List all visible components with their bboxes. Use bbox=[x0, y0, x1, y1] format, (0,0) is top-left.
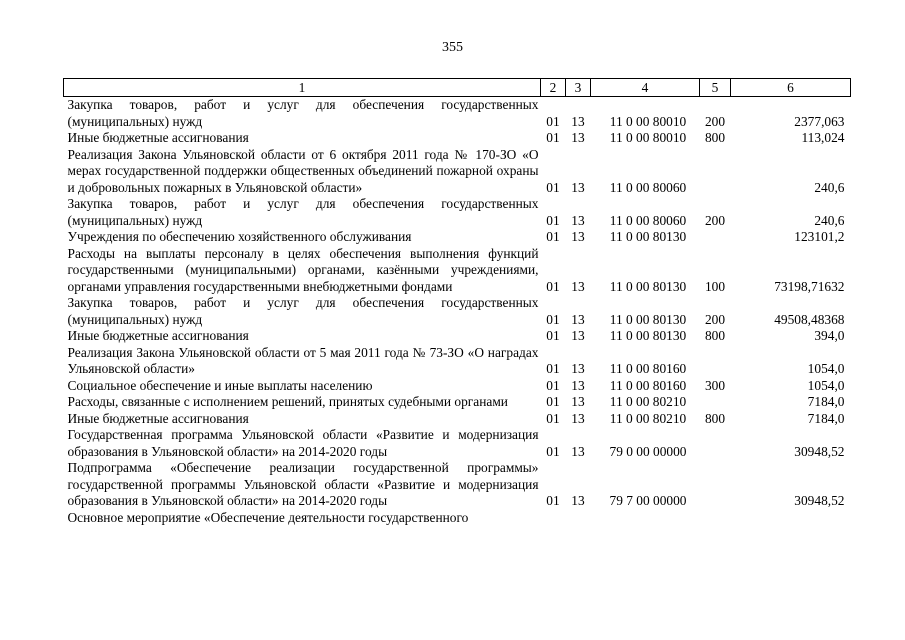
table-row bbox=[64, 130, 851, 147]
row-name-cell: Расходы, связанные с исполнением решений, принятых судебными органами bbox=[67, 394, 508, 409]
table-row bbox=[64, 246, 851, 296]
row-expense-type-cell bbox=[700, 345, 731, 378]
row-expense-type-cell: 200 bbox=[704, 212, 726, 228]
row-section-cell: 01 bbox=[546, 113, 560, 129]
row-expense-type-cell bbox=[700, 460, 731, 510]
row-amount-cell: 30948,52 bbox=[794, 443, 845, 459]
table-row bbox=[64, 196, 851, 229]
row-section-cell: 01 bbox=[546, 212, 560, 228]
row-amount-cell: 2377,063 bbox=[794, 113, 845, 129]
row-expense-type-cell bbox=[700, 147, 731, 197]
row-name-cell: Реализация Закона Ульяновской области от 5 мая 2011 года № 73-ЗО «О наградах Ульяновской области» bbox=[67, 344, 539, 376]
row-subsection-cell: 13 bbox=[571, 278, 585, 294]
row-section-cell: 01 bbox=[546, 493, 560, 508]
table-row bbox=[64, 378, 851, 395]
row-expense-type-cell: 800 bbox=[704, 410, 726, 426]
row-name-cell: Основное мероприятие «Обеспечение деятельности государственного bbox=[67, 509, 469, 525]
table-row bbox=[64, 295, 851, 328]
row-subsection-cell: 13 bbox=[571, 229, 585, 244]
row-subsection-cell bbox=[566, 510, 591, 527]
row-amount-cell: 394,0 bbox=[814, 328, 845, 343]
row-subsection-cell: 13 bbox=[571, 179, 585, 195]
table-row bbox=[64, 394, 851, 411]
row-expense-type-cell: 300 bbox=[704, 377, 726, 393]
row-expense-type-cell bbox=[700, 510, 731, 527]
row-target-article-cell: 11 0 00 80130 bbox=[609, 328, 687, 343]
column-header-subsection: 3 bbox=[566, 79, 591, 97]
row-target-article-cell: 79 7 00 00000 bbox=[609, 493, 687, 508]
row-section-cell: 01 bbox=[546, 377, 560, 393]
table-row bbox=[64, 147, 851, 197]
row-subsection-cell: 13 bbox=[571, 493, 585, 508]
row-target-article-cell: 11 0 00 80060 bbox=[609, 212, 687, 228]
row-amount-cell: 240,6 bbox=[814, 179, 845, 195]
table-row bbox=[64, 229, 851, 246]
column-header-section: 2 bbox=[541, 79, 566, 97]
row-target-article-cell: 11 0 00 80130 bbox=[609, 278, 687, 294]
row-amount-cell: 113,024 bbox=[801, 130, 845, 145]
row-subsection-cell: 13 bbox=[571, 443, 585, 459]
row-subsection-cell: 13 bbox=[571, 410, 585, 426]
row-section-cell: 01 bbox=[546, 278, 560, 294]
table-row bbox=[64, 411, 851, 428]
table-row bbox=[64, 328, 851, 345]
table-row bbox=[64, 460, 851, 510]
row-expense-type-cell: 100 bbox=[704, 278, 726, 294]
table-row bbox=[64, 427, 851, 460]
page-number: 355 bbox=[442, 40, 463, 55]
row-section-cell: 01 bbox=[546, 328, 560, 343]
row-name-cell: Подпрограмма «Обеспечение реализации государственной программы» государственной программы Ульяновской области «Развитие и модернизация образования в Ульяновской области» на 2014-2020 годы bbox=[67, 460, 539, 508]
row-section-cell: 01 bbox=[546, 130, 560, 145]
row-name-cell: Иные бюджетные ассигнования bbox=[67, 130, 249, 145]
row-subsection-cell: 13 bbox=[571, 361, 585, 376]
row-amount-cell: 73198,71632 bbox=[774, 278, 845, 294]
row-subsection-cell: 13 bbox=[571, 212, 585, 228]
column-header-expense-type: 5 bbox=[700, 79, 731, 97]
row-name-cell: Учреждения по обеспечению хозяйственного обслуживания bbox=[67, 229, 412, 244]
row-amount-cell: 30948,52 bbox=[794, 493, 845, 508]
row-subsection-cell: 13 bbox=[571, 130, 585, 145]
row-amount-cell: 1054,0 bbox=[807, 361, 845, 376]
row-target-article-cell: 11 0 00 80060 bbox=[609, 179, 687, 195]
row-name-cell: Закупка товаров, работ и услуг для обеспечения государственных (муниципальных) нужд bbox=[67, 196, 539, 228]
row-amount-cell: 49508,48368 bbox=[774, 311, 845, 327]
table-header-row bbox=[64, 79, 851, 97]
row-target-article-cell: 11 0 00 80160 bbox=[609, 361, 687, 376]
row-amount-cell: 7184,0 bbox=[807, 394, 845, 409]
row-section-cell: 01 bbox=[546, 361, 560, 376]
row-amount-cell: 7184,0 bbox=[807, 410, 845, 426]
row-target-article-cell: 11 0 00 80160 bbox=[609, 377, 687, 393]
row-subsection-cell: 13 bbox=[571, 377, 585, 393]
row-expense-type-cell bbox=[700, 394, 731, 411]
column-header-name: 1 bbox=[64, 79, 541, 97]
row-name-cell: Расходы на выплаты персоналу в целях обеспечения выполнения функций государственными (муниципальными) органами, казёнными учреждениями, органами управления государственными внебюджетными фондами bbox=[67, 245, 539, 294]
table-row bbox=[64, 510, 851, 527]
row-target-article-cell: 11 0 00 80130 bbox=[609, 229, 687, 244]
column-header-target-article: 4 bbox=[591, 79, 700, 97]
row-section-cell: 01 bbox=[546, 410, 560, 426]
table-row bbox=[64, 345, 851, 378]
row-name-cell: Закупка товаров, работ и услуг для обеспечения государственных (муниципальных) нужд bbox=[67, 97, 539, 129]
row-name-cell: Закупка товаров, работ и услуг для обеспечения государственных (муниципальных) нужд bbox=[67, 295, 539, 327]
budget-table bbox=[63, 78, 851, 526]
row-subsection-cell: 13 bbox=[571, 311, 585, 327]
row-expense-type-cell bbox=[700, 427, 731, 460]
row-amount-cell: 123101,2 bbox=[794, 229, 845, 244]
row-target-article-cell: 11 0 00 80010 bbox=[609, 113, 687, 129]
row-amount-cell: 240,6 bbox=[814, 212, 845, 228]
row-name-cell: Реализация Закона Ульяновской области от 6 октября 2011 года № 170-ЗО «О мерах государственной поддержки общественных объединений пожарной охраны и добровольных пожарных в Ульяновской области» bbox=[67, 146, 539, 195]
row-subsection-cell: 13 bbox=[571, 328, 585, 343]
row-expense-type-cell bbox=[700, 229, 731, 246]
row-target-article-cell: 11 0 00 80010 bbox=[609, 130, 687, 145]
row-subsection-cell: 13 bbox=[571, 394, 585, 409]
row-section-cell: 01 bbox=[546, 179, 560, 195]
row-target-article-cell: 11 0 00 80210 bbox=[609, 394, 687, 409]
row-expense-type-cell: 200 bbox=[704, 311, 726, 327]
row-amount-cell: 1054,0 bbox=[807, 377, 845, 393]
row-section-cell bbox=[541, 510, 566, 527]
row-target-article-cell: 11 0 00 80210 bbox=[609, 410, 687, 426]
row-target-article-cell: 11 0 00 80130 bbox=[609, 311, 687, 327]
row-name-cell: Социальное обеспечение и иные выплаты населению bbox=[67, 377, 373, 393]
row-name-cell: Государственная программа Ульяновской области «Развитие и модернизация образования в Ульяновской области» на 2014-2020 годы bbox=[67, 427, 539, 459]
row-expense-type-cell: 800 bbox=[704, 130, 726, 145]
row-amount-cell bbox=[731, 510, 851, 527]
row-target-article-cell bbox=[591, 510, 700, 527]
row-section-cell: 01 bbox=[546, 311, 560, 327]
table-row bbox=[64, 97, 851, 131]
row-expense-type-cell: 800 bbox=[704, 328, 726, 343]
row-target-article-cell: 79 0 00 00000 bbox=[609, 443, 687, 459]
row-expense-type-cell: 200 bbox=[704, 113, 726, 129]
row-section-cell: 01 bbox=[546, 394, 560, 409]
column-header-amount: 6 bbox=[731, 79, 851, 97]
row-name-cell: Иные бюджетные ассигнования bbox=[67, 328, 249, 343]
row-section-cell: 01 bbox=[546, 229, 560, 244]
row-section-cell: 01 bbox=[546, 443, 560, 459]
row-name-cell: Иные бюджетные ассигнования bbox=[67, 410, 249, 426]
row-subsection-cell: 13 bbox=[571, 113, 585, 129]
